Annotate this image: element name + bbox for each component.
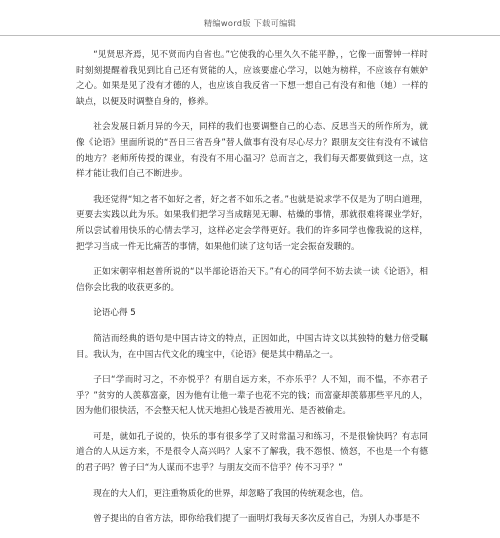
page-header — [0, 6, 500, 36]
document-body — [76, 48, 428, 538]
paragraph-7: 可是，就如孔子说的，快乐的事有很多学了又时常温习和练习，不是很愉快吗？有志同道合的人从远方来，不是很令人高兴吗？人家不了解我，我不怨恨、愤怒，不也是一个有德的君子吗？曾子曰“为人谋而不忠乎？与朋友交而不信乎？传不习乎？” — [76, 431, 428, 474]
section-heading: 论语心得 5 — [93, 308, 136, 319]
paragraph-3: 我还觉得“知之者不如好之者，好之者不如乐之者。”也就是说求学不仅是为了明白道理，更要去实践以此为乐。如果我们把学习当成瞎见无聊、枯燥的事情，那就很难将课业学好，所以尝试着用快乐的心情去学习，这样必定会学得更好。我们的许多同学也像我说的这样，把学习当成一件无比痛苦的事情，如果他们读了这句话一定会振奋发聩的。 — [76, 194, 428, 252]
paragraph-4: 正如宋朝宰相赵普所说的“以半部论语治天下。”有心的同学何不妨去读一读《论语》，相信你会比我的收获更多的。 — [76, 267, 428, 293]
paragraph-2: 社会发展日新月异的今天，同样的我们也要调整自己的心态、反思当天的所作所为，就像《论语》里面所说的“吾日三省吾身”替人做事有没有尽心尽力？跟朋友交往有没有不诚信的地方？老师所传授的课业，有没有不用心温习？总而言之，我们每天都要做到这一点，这样才能让我们自己不断进步。 — [76, 122, 428, 180]
paragraph-5: 简洁而经典的语句是中国古诗文的特点，正因如此，中国古诗文以其独特的魅力倍受瞩目。我认为，在中国古代文化的瑰宝中，《论语》便是其中精品之一。 — [76, 333, 428, 360]
paragraph-1: “见贤思齐焉，见不贤而内自省也。”它使我的心里久久不能平静，，它像一面警钟一样时时刻刻提醒着我见到比自己还有贤能的人，应该要虚心学习，以她为榜样，不应该存有嫉妒之心。如果是见了没有才德的人，也应该自我反省一下想一想自己有没有和他（她）一样的缺点，以便及时调整自身的，修养。 — [76, 50, 428, 107]
paragraph-8: 现在的大人们，更注重物质化的世界，却忽略了我国的传统观念也，信。 — [93, 488, 369, 499]
paragraph-6: 子曰“学而时习之，不亦悦乎？有朋自远方来，不亦乐乎？人不知，而不愠，不亦君子乎？”贫穷的人羡慕富豪，因为他有让他一辈子也花不完的钱；而富豪却羡慕那些平凡的人，因为他们很快活，不会整天杞人忧天地担心钱是否被用光、是否被偷走。 — [76, 375, 428, 417]
paragraph-9: 曾子提出的自省方法，即你给我们提了一面明灯我每天多次反省自己，为别人办事是不 — [93, 514, 420, 525]
header-text: 精编word版 下载可编辑 — [203, 18, 297, 28]
